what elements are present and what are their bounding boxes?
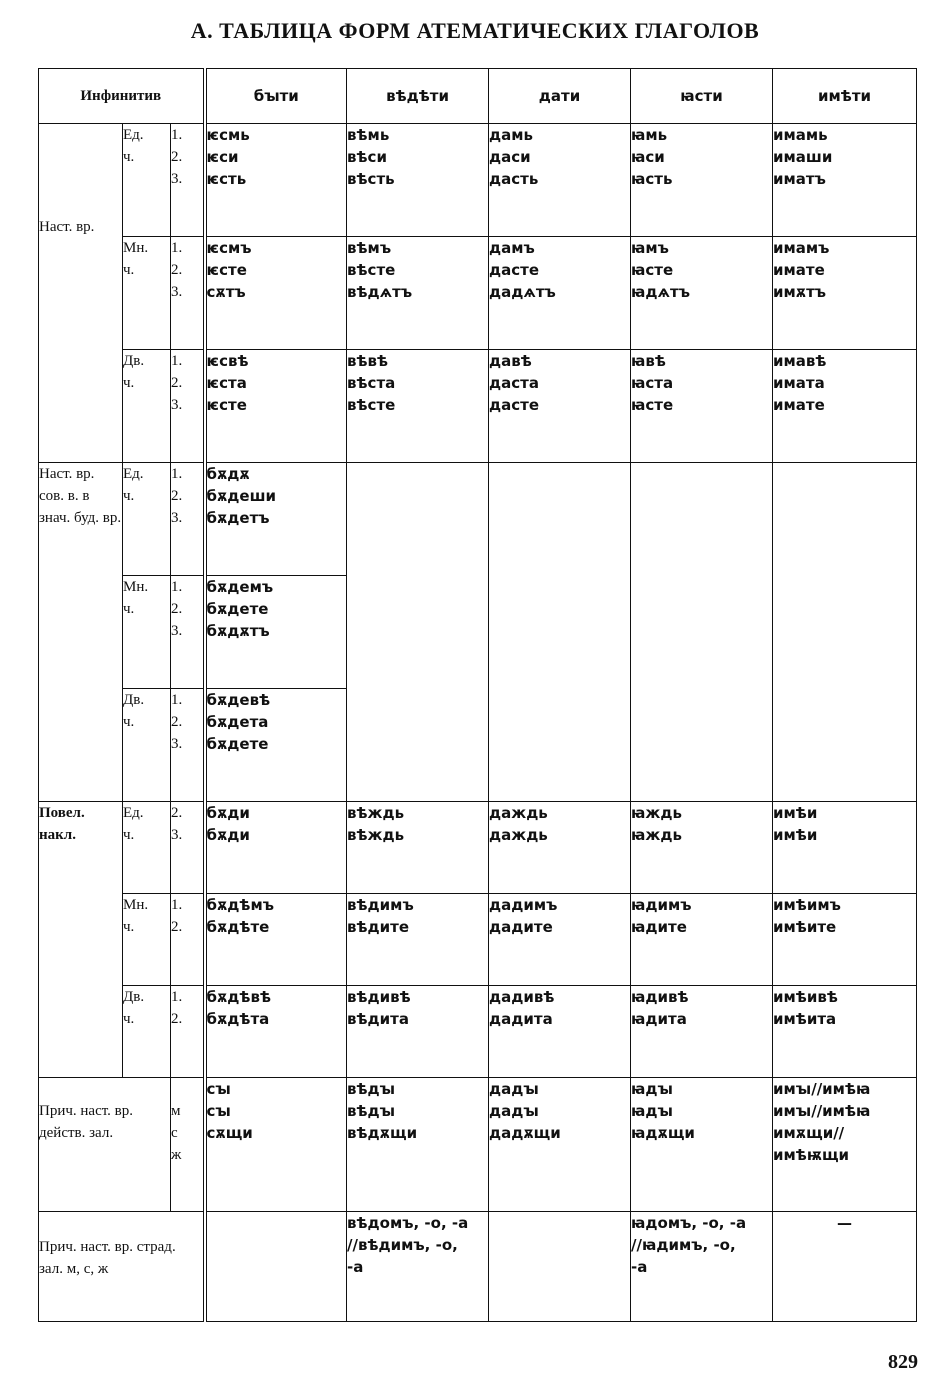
imperative-label: Повел. накл. — [39, 802, 123, 1078]
present-du-row — [39, 350, 917, 463]
header-row — [39, 69, 917, 124]
person-label: 1. 2. 3. — [171, 689, 205, 802]
form-cell: вѣдомъ, -о, -а //вѣдимъ, -о, -а — [347, 1212, 489, 1322]
form-cell: ѥсвѣ ѥста ѥсте — [205, 350, 347, 463]
person-label: 1. 2. — [171, 986, 205, 1078]
form-cell: — — [773, 1212, 917, 1322]
future-tense-label: Наст. вр. сов. в. в знач. буд. вр. — [39, 463, 123, 802]
form-cell: ѥсмъ ѥсте сѫтъ — [205, 237, 347, 350]
form-cell: вѣвѣ вѣста вѣсте — [347, 350, 489, 463]
form-cell: вѣждь вѣждь — [347, 802, 489, 894]
form-cell: ꙗмь ꙗси ꙗсть — [631, 124, 773, 237]
imperative-sg-row — [39, 802, 917, 894]
participle-active-row — [39, 1078, 917, 1212]
number-label-sg: Ед. ч. — [123, 802, 171, 894]
form-cell: ѥсмь ѥси ѥсть — [205, 124, 347, 237]
verb-header-imeti: имѣти — [773, 69, 917, 124]
number-label-pl: Мн. ч. — [123, 576, 171, 689]
form-cell: ꙗдомъ, -о, -а //ꙗдимъ, -о, -а — [631, 1212, 773, 1322]
person-label: 1. 2. 3. — [171, 463, 205, 576]
form-cell: бѫди бѫди — [205, 802, 347, 894]
future-sg-row — [39, 463, 917, 576]
form-cell: давѣ даста дасте — [489, 350, 631, 463]
number-label-du: Дв. ч. — [123, 986, 171, 1078]
present-sg-row — [39, 124, 917, 237]
form-cell: имамъ имате имѫтъ — [773, 237, 917, 350]
form-cell — [489, 1212, 631, 1322]
form-cell: вѣдимъ вѣдите — [347, 894, 489, 986]
form-cell: бѫдемъ бѫдете бѫдѫтъ — [205, 576, 347, 689]
empty-cell — [347, 463, 489, 802]
person-label: 1. 2. 3. — [171, 576, 205, 689]
form-cell: ꙗмъ ꙗсте ꙗдѧтъ — [631, 237, 773, 350]
form-cell: дамь даси дасть — [489, 124, 631, 237]
form-cell: бѫдевѣ бѫдета бѫдете — [205, 689, 347, 802]
form-cell: вѣдꙑ вѣдꙑ вѣдѫщи — [347, 1078, 489, 1212]
form-cell: бѫдѣвѣ бѫдѣта — [205, 986, 347, 1078]
form-cell: дадимъ дадите — [489, 894, 631, 986]
verb-header-byti: бꙑти — [205, 69, 347, 124]
empty-cell — [631, 463, 773, 802]
form-cell: имѣимъ имѣите — [773, 894, 917, 986]
form-cell — [205, 1212, 347, 1322]
form-cell: ꙗдивѣ ꙗдита — [631, 986, 773, 1078]
form-cell: имѣи имѣи — [773, 802, 917, 894]
form-cell: дадивѣ дадита — [489, 986, 631, 1078]
number-label-sg: Ед. ч. — [123, 463, 171, 576]
verb-header-dati: дати — [489, 69, 631, 124]
participle-passive-label: Прич. наст. вр. страд. зал. м, с, ж — [39, 1212, 205, 1322]
number-label-du: Дв. ч. — [123, 689, 171, 802]
number-label-pl: Мн. ч. — [123, 894, 171, 986]
form-cell: вѣдивѣ вѣдита — [347, 986, 489, 1078]
number-label-pl: Мн. ч. — [123, 237, 171, 350]
form-cell: имавѣ имата имате — [773, 350, 917, 463]
form-cell: дадꙑ дадꙑ дадѫщи — [489, 1078, 631, 1212]
form-cell: сꙑ сꙑ сѫщи — [205, 1078, 347, 1212]
imperative-pl-row — [39, 894, 917, 986]
form-cell: ꙗдꙑ ꙗдꙑ ꙗдѫщи — [631, 1078, 773, 1212]
number-label-sg: Ед. ч. — [123, 124, 171, 237]
form-cell: вѣмъ вѣсте вѣдѧтъ — [347, 237, 489, 350]
verb-forms-table — [38, 68, 917, 1322]
person-label: 1. 2. 3. — [171, 237, 205, 350]
form-cell: вѣмь вѣси вѣсть — [347, 124, 489, 237]
verb-header-jasti: ꙗсти — [631, 69, 773, 124]
form-cell: ꙗждь ꙗждь — [631, 802, 773, 894]
empty-cell — [489, 463, 631, 802]
form-cell: даждь даждь — [489, 802, 631, 894]
form-cell: имꙑ//имѣꙗ имꙑ//имѣꙗ имѫщи// имѣѭщи — [773, 1078, 917, 1212]
form-cell: бѫдѫ бѫдеши бѫдетъ — [205, 463, 347, 576]
form-cell: имѣивѣ имѣита — [773, 986, 917, 1078]
person-label: 1. 2. — [171, 894, 205, 986]
form-cell: дамъ дасте дадѧтъ — [489, 237, 631, 350]
form-cell: бѫдѣмъ бѫдѣте — [205, 894, 347, 986]
gender-label: м с ж — [171, 1078, 205, 1212]
form-cell: имамь имаши иматъ — [773, 124, 917, 237]
number-label-du: Дв. ч. — [123, 350, 171, 463]
empty-cell — [773, 463, 917, 802]
verb-header-vedeti: вѣдѣти — [347, 69, 489, 124]
form-cell: ꙗдимъ ꙗдите — [631, 894, 773, 986]
present-pl-row — [39, 237, 917, 350]
participle-passive-row — [39, 1212, 917, 1322]
form-cell: ꙗвѣ ꙗста ꙗсте — [631, 350, 773, 463]
person-label: 1. 2. 3. — [171, 350, 205, 463]
person-label: 1. 2. 3. — [171, 124, 205, 237]
participle-active-label: Прич. наст. вр. действ. зал. — [39, 1078, 171, 1212]
page-number: 829 — [888, 1351, 918, 1373]
person-label: 2. 3. — [171, 802, 205, 894]
page-title: А. ТАБЛИЦА ФОРМ АТЕМАТИЧЕСКИХ ГЛАГОЛОВ — [190, 18, 760, 43]
present-tense-label: Наст. вр. — [39, 124, 123, 463]
imperative-du-row — [39, 986, 917, 1078]
infinitive-header: Инфинитив — [39, 69, 205, 124]
